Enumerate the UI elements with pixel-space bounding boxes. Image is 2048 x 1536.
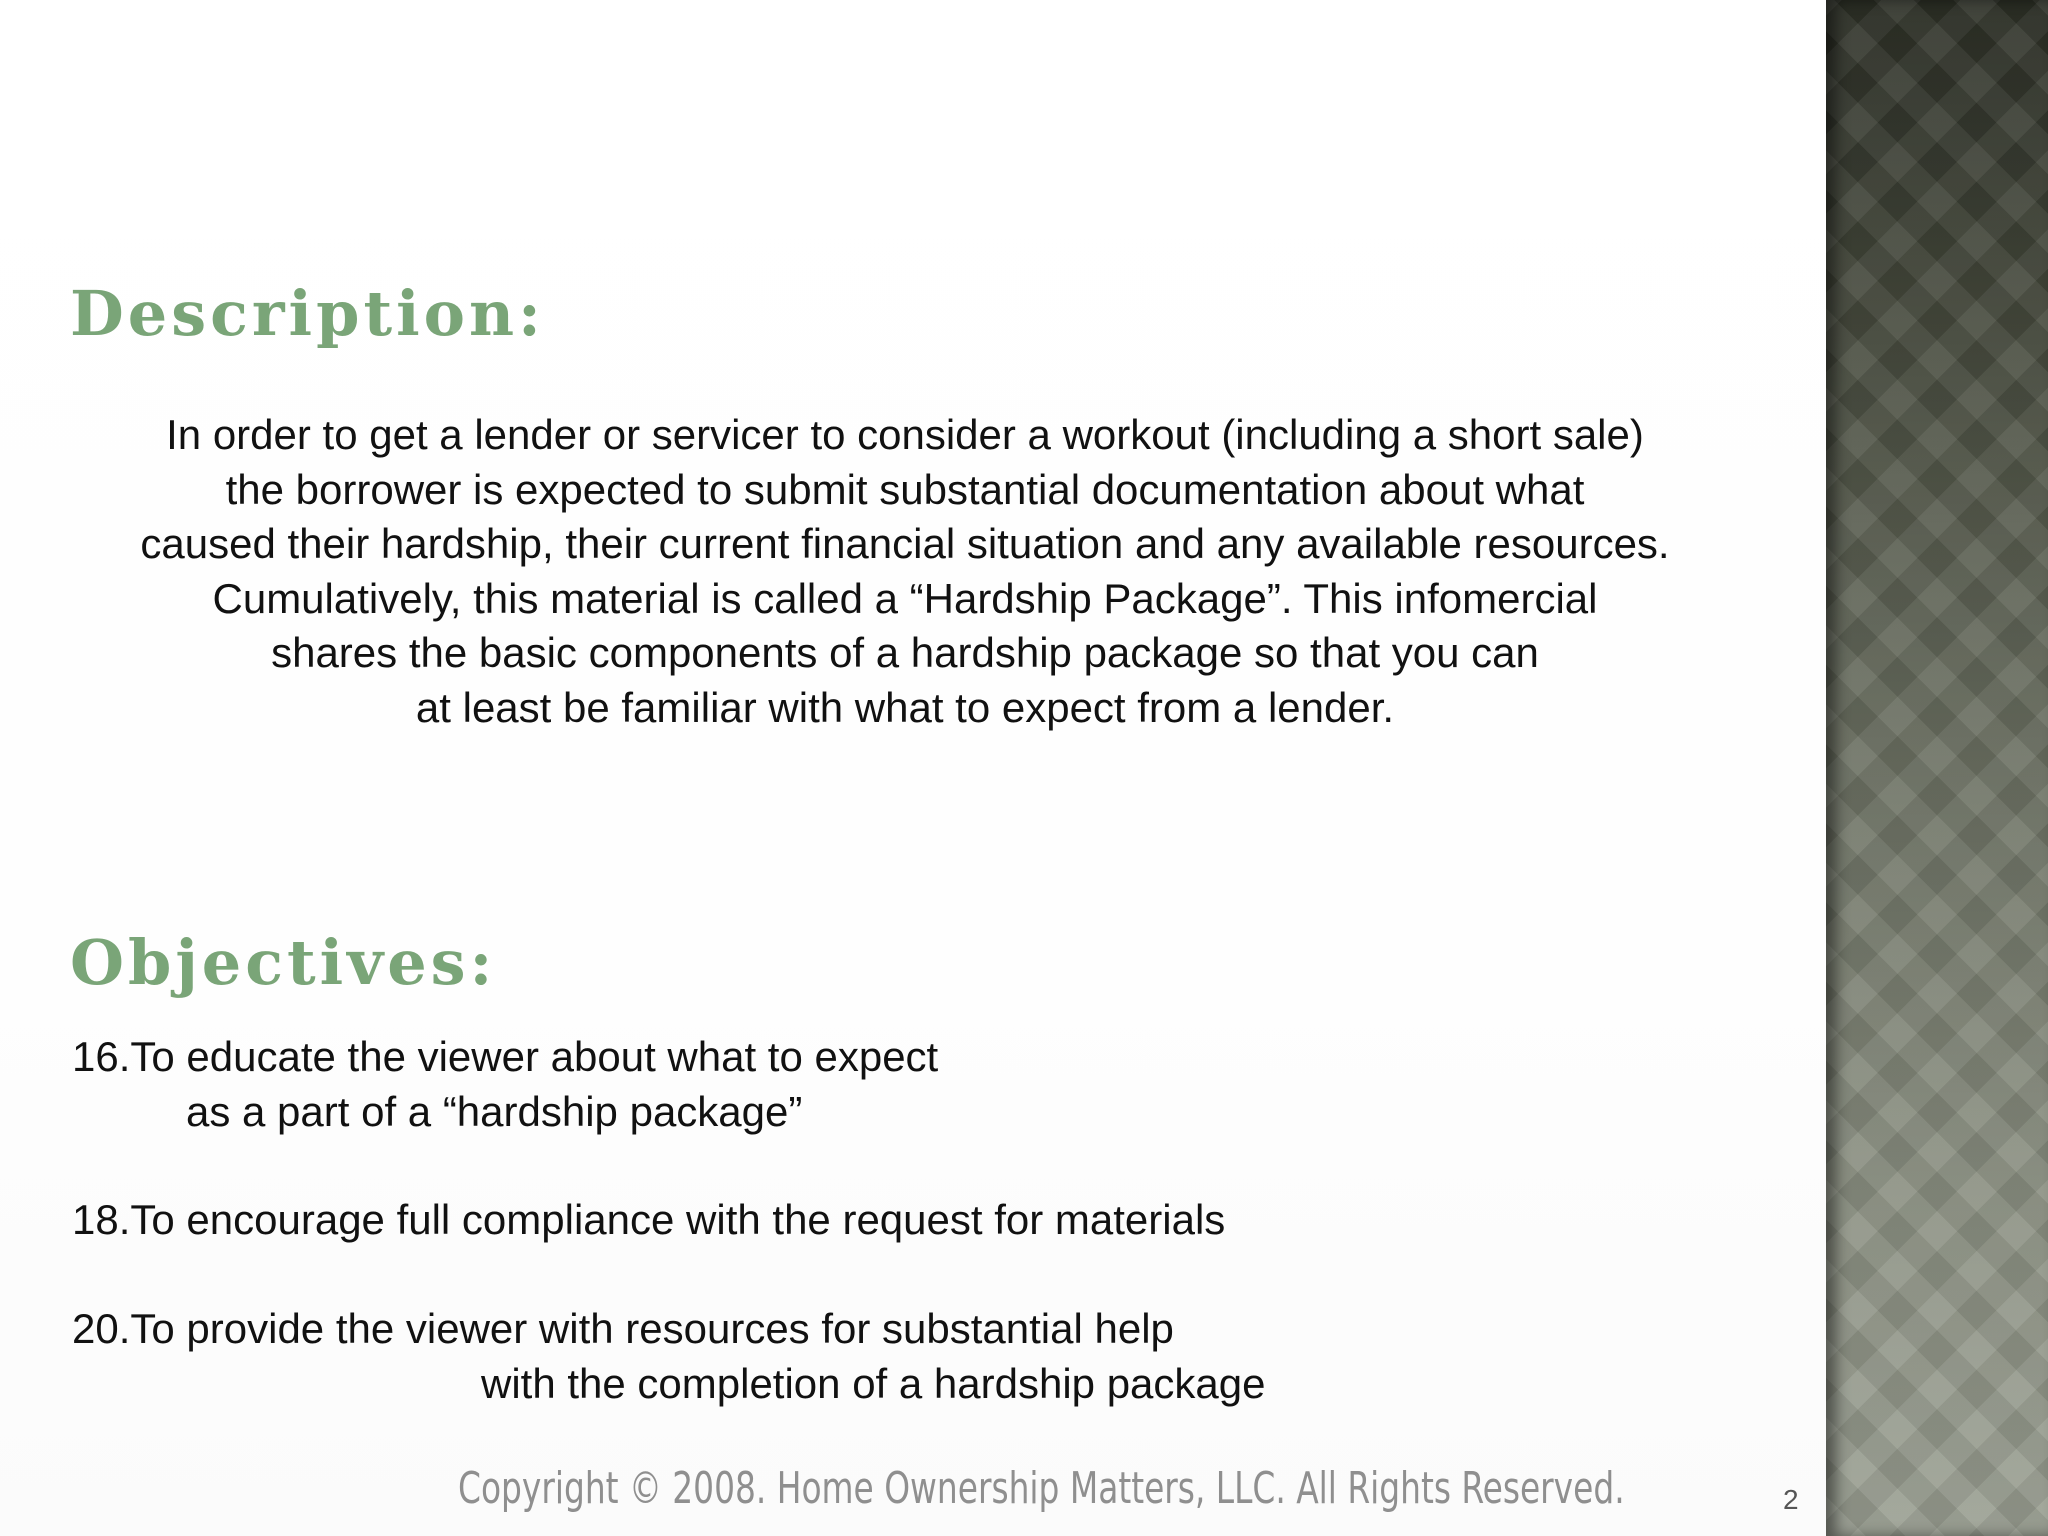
objective-item-20: 20.To provide the viewer with resources for substantial help <box>72 1305 1174 1352</box>
page-number: 2 <box>1783 1484 1799 1515</box>
copyright-footer: Copyright © 2008. Home Ownership Matters, LLC. All Rights Reserved. <box>458 1463 1625 1514</box>
objectives-heading: Objectives: <box>70 926 497 999</box>
description-line: In order to get a lender or servicer to consider a workout (including a short sale) <box>166 411 1644 458</box>
description-heading: Description: <box>70 277 545 350</box>
objective-item-16-continuation: as a part of a “hardship package” <box>186 1088 803 1135</box>
description-line: the borrower is expected to submit substantial documentation about what <box>225 465 1585 513</box>
description-line: caused their hardship, their current financial situation and any available resources. <box>140 520 1670 567</box>
objective-item-16: 16.To educate the viewer about what to expect <box>72 1033 939 1080</box>
description-line: at least be familiar with what to expect from a lender. <box>415 683 1395 731</box>
description-line: shares the basic components of a hardship package so that you can <box>271 629 1539 676</box>
objective-item-20-continuation: with the completion of a hardship package <box>481 1360 1266 1407</box>
description-paragraph <box>60 408 1750 735</box>
decorative-side-panel <box>1826 0 2048 1536</box>
objective-item-18: 18.To encourage full compliance with the request for materials <box>72 1196 1226 1243</box>
description-line: Cumulatively, this material is called a “Hardship Package”. This infomercial <box>212 574 1598 622</box>
